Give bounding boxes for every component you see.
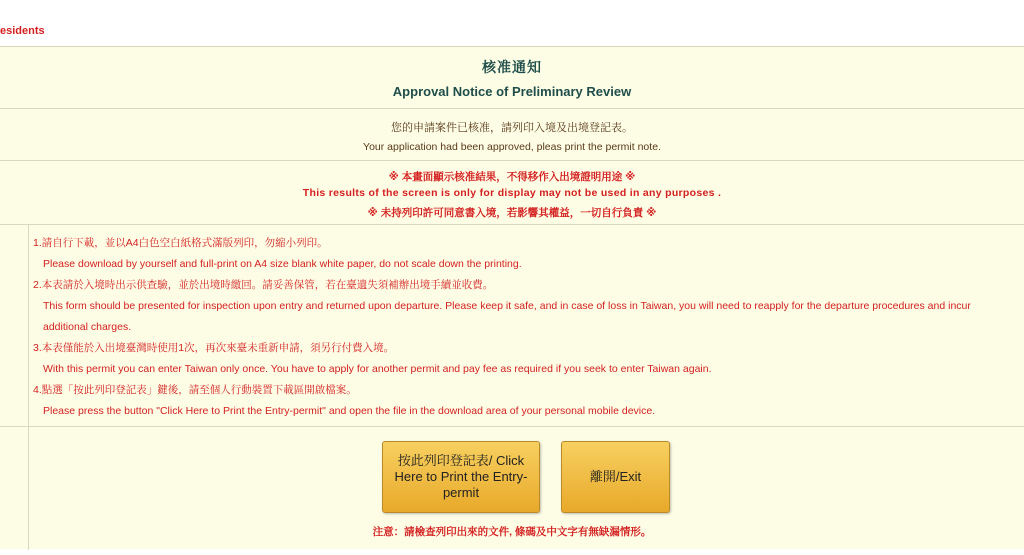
exit-button-label: 離開/Exit bbox=[589, 469, 642, 484]
actions-section bbox=[0, 427, 1024, 550]
note-4-en: Please press the button "Click Here to Print the Entry-permit" and open the file in the download area of your personal mobile device. bbox=[43, 405, 656, 417]
warning-line-1: ※ 本畫面顯示核准結果，不得移作入出境證明用途 ※ bbox=[388, 171, 636, 183]
title-section bbox=[0, 47, 1024, 109]
approval-message-zh: 您的申請案件已核准，請列印入境及出境登記表。 bbox=[391, 122, 633, 134]
caution-note: 注意：請檢查列印出來的文件, 條碼及中文字有無缺漏情形。 bbox=[372, 526, 652, 538]
print-entry-permit-button[interactable] bbox=[382, 441, 540, 513]
warning-line-2: This results of the screen is only for display may not be used in any purposes . bbox=[302, 187, 722, 199]
warning-line-3: ※ 未持列印許可同意書入境，若影響其權益，一切自行負責 ※ bbox=[367, 207, 657, 219]
page-title-en: Approval Notice of Preliminary Review bbox=[392, 84, 632, 99]
note-3-en: With this permit you can enter Taiwan only once. You have to apply for another permit and pay fee as required if you seek to enter Taiwan again. bbox=[43, 363, 712, 375]
note-2-en: This form should be presented for inspection upon entry and returned upon departure. Please keep it safe, and in case of loss in Taiwan, you will need to reapply for the departure procedures and incur additional charges. bbox=[43, 300, 971, 333]
warning-section bbox=[0, 161, 1024, 225]
exit-button[interactable] bbox=[561, 441, 670, 513]
note-1-en: Please download by yourself and full-print on A4 size blank white paper, do not scale down the printing. bbox=[43, 258, 522, 270]
print-button-label: 按此列印登記表/ Click Here to Print the Entry-permit bbox=[394, 453, 528, 500]
note-4-zh: 4.點選「按此列印登記表」鍵後，請至個人行動裝置下載區開啟檔案。 bbox=[33, 384, 357, 396]
approval-panel bbox=[0, 46, 1024, 549]
top-bar bbox=[0, 0, 1024, 46]
notes-list bbox=[33, 233, 1023, 422]
page-title-zh: 核准通知 bbox=[482, 59, 542, 75]
approval-message-section bbox=[0, 109, 1024, 161]
note-3-zh: 3.本表僅能於入出境臺灣時使用1次，再次來臺未重新申請，須另行付費入境。 bbox=[33, 342, 395, 354]
approval-message-en: Your application had been approved, pleas print the permit note. bbox=[363, 141, 661, 153]
notes-left-column bbox=[0, 225, 29, 426]
note-1-zh: 1.請自行下載，並以A4白色空白紙格式滿版列印，勿縮小列印。 bbox=[33, 237, 328, 249]
note-2-zh: 2.本表請於入境時出示供查驗，並於出境時繳回。請妥善保管，若在臺遺失須補辦出境手續並收費。 bbox=[33, 279, 494, 291]
breadcrumb: esidents bbox=[0, 25, 45, 37]
notes-section bbox=[0, 225, 1024, 427]
